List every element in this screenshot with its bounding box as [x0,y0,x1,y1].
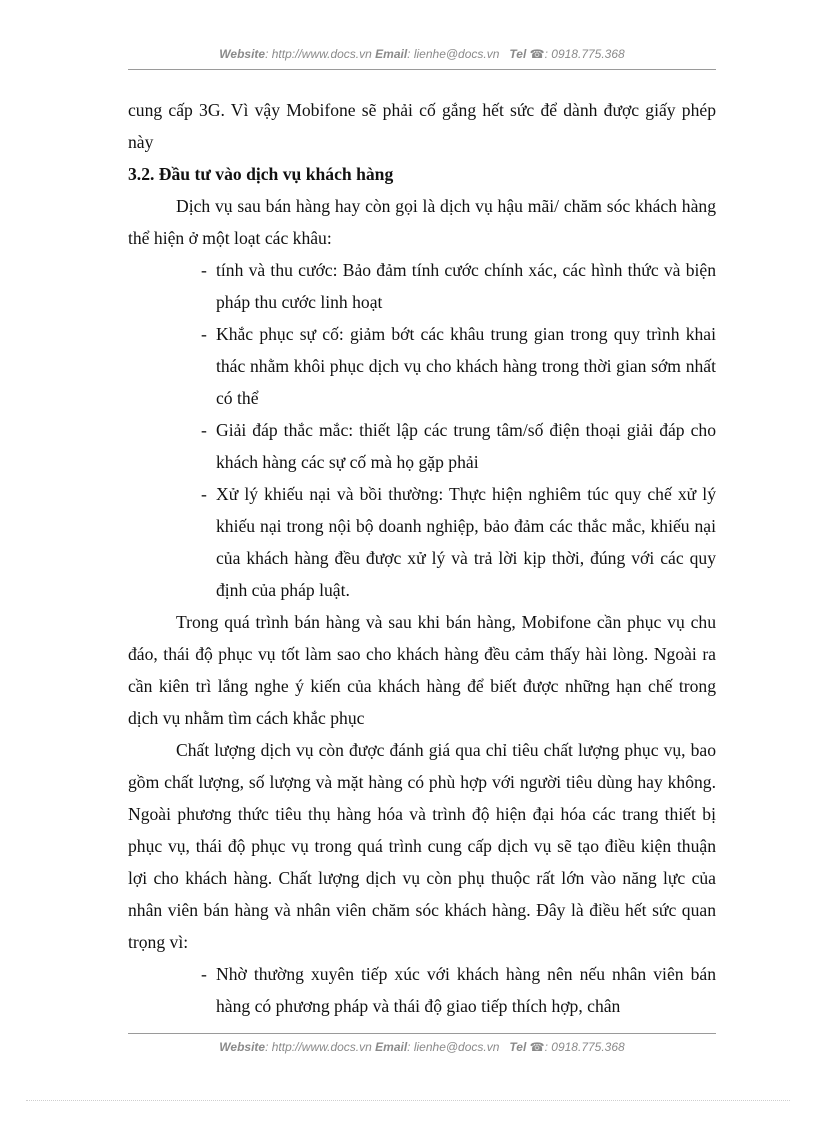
list-item [128,318,716,414]
list-item-text: Nhờ thường xuyên tiếp xúc với khách hàng nên nếu nhân viên bán hàng có phương pháp và thái độ giao tiếp thích hợp, chân [216,964,716,1016]
bullet-dash: - [201,260,207,280]
header-website-label: Website [219,47,266,61]
list-item [128,414,716,478]
paragraph-1: cung cấp 3G. Vì vậy Mobifone sẽ phải cố gắng hết sức để dành được giấy phép này [128,100,716,152]
footer-email-label: Email [375,1040,408,1054]
list-item [128,958,716,1022]
list-item [128,254,716,318]
footer-tel-label: Tel [509,1040,527,1054]
header-email-value: : lienhe@docs.vn [407,47,500,61]
page-footer [128,1040,716,1054]
footer-tel-value: ☎: 0918.775.368 [529,1040,625,1054]
footer-email-value: : lienhe@docs.vn [407,1040,500,1054]
list-item-text: tính và thu cước: Bảo đảm tính cước chính xác, các hình thức và biện pháp thu cước linh hoạt [216,260,716,312]
header-divider [128,69,716,70]
footer-divider [128,1033,716,1034]
list-item-text: Giải đáp thắc mắc: thiết lập các trung tâm/số điện thoại giải đáp cho khách hàng các sự cố mà họ gặp phải [216,420,716,472]
paragraph-4: Chất lượng dịch vụ còn được đánh giá qua chỉ tiêu chất lượng phục vụ, bao gồm chất lượng, số lượng và mặt hàng có phù hợp với người tiêu dùng hay không. Ngoài phương thức tiêu thụ hàng hóa và trình độ hiện đại hóa các trang thiết bị phục vụ, thái độ phục vụ trong quá trình cung cấp dịch vụ sẽ tạo điều kiện thuận lợi cho khách hàng. Chất lượng dịch vụ còn phụ thuộc rất lớn vào năng lực của nhân viên bán hàng và nhân viên chăm sóc khách hàng. Đây là điều hết sức quan trọng vì: [128,740,716,952]
list-item-text: Khắc phục sự cố: giảm bớt các khâu trung gian trong quy trình khai thác nhằm khôi phục dịch vụ cho khách hàng trong thời gian sớm nhất có thể [216,324,716,408]
bullet-dash: - [201,484,207,504]
bullet-dash: - [201,324,207,344]
footer-website-value: : http://www.docs.vn [265,1040,372,1054]
section-heading: 3.2. Đầu tư vào dịch vụ khách hàng [128,164,394,184]
header-email-label: Email [375,47,408,61]
bullet-dash: - [201,420,207,440]
page-bottom-dotted-border [26,1100,790,1101]
footer-website-label: Website [219,1040,266,1054]
header-tel-label: Tel [509,47,527,61]
document-body [128,94,716,1022]
header-website-value: : http://www.docs.vn [265,47,372,61]
bullet-dash: - [201,964,207,984]
header-tel-value: ☎: 0918.775.368 [529,47,625,61]
paragraph-3: Trong quá trình bán hàng và sau khi bán hàng, Mobifone cần phục vụ chu đáo, thái độ phục vụ tốt làm sao cho khách hàng đều cảm thấy hài lòng. Ngoài ra cần kiên trì lắng nghe ý kiến của khách hàng để biết được những hạn chế trong dịch vụ nhằm tìm cách khắc phục [128,612,716,728]
list-item [128,478,716,606]
paragraph-2: Dịch vụ sau bán hàng hay còn gọi là dịch vụ hậu mãi/ chăm sóc khách hàng thể hiện ở một loạt các khâu: [128,196,716,248]
list-item-text: Xử lý khiếu nại và bồi thường: Thực hiện nghiêm túc quy chế xử lý khiếu nại trong nội bộ doanh nghiệp, bảo đảm các thắc mắc, khiếu nại của khách hàng đều được xử lý và trả lời kịp thời, đúng với các quy định của pháp luật. [216,484,716,600]
page-header [128,47,716,61]
